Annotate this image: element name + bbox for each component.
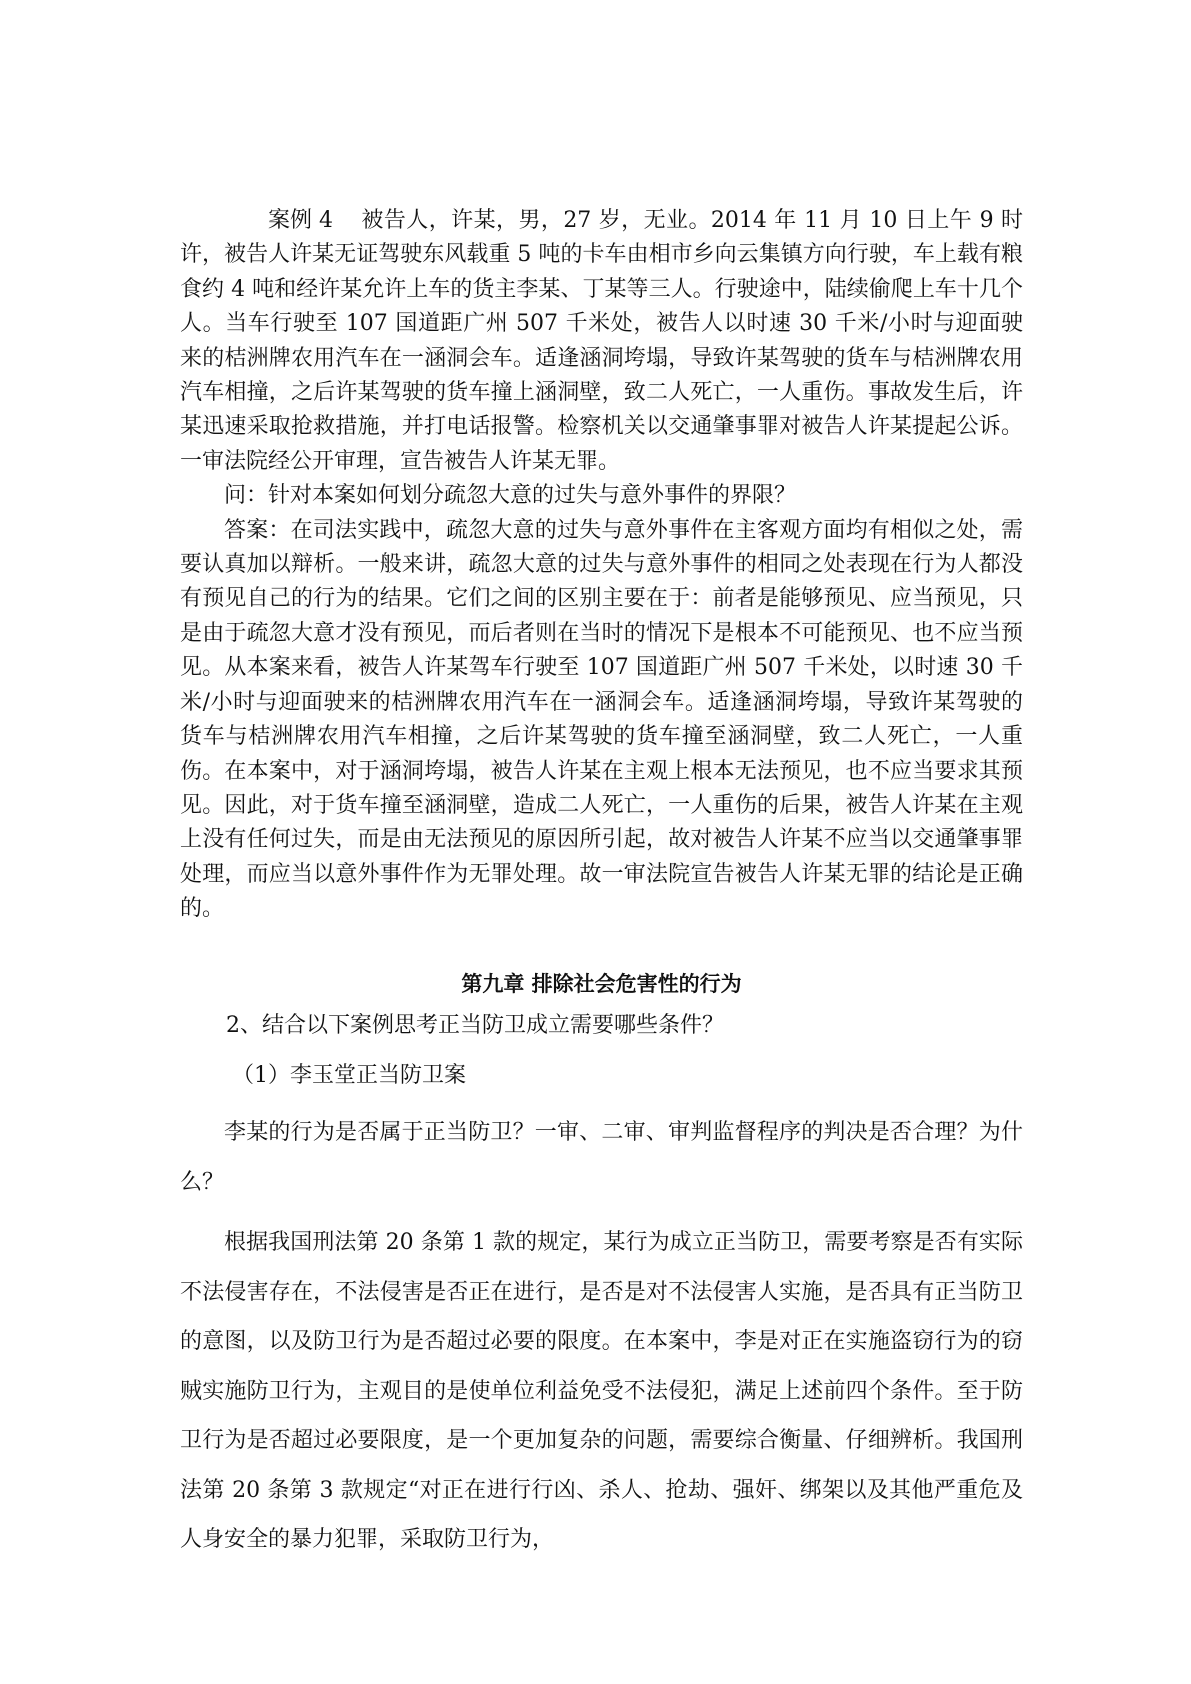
li-case-question: 李某的行为是否属于正当防卫？一审、二审、审判监督程序的判决是否合理？为什么？ — [180, 1120, 1023, 1195]
case4-section — [180, 204, 1023, 927]
case4-answer: 答案：在司法实践中，疏忽大意的过失与意外事件在主客观方面均有相似之处，需要认真加以辩析。一般来讲，疏忽大意的过失与意外事件的相同之处表现在行为人都没有预见自己的行为的结果。它们之间的区别主要在于：前者是能够预见、应当预见，只是由于疏忽大意才没有预见，而后者则在当时的情况下是根本不可能预见、也不应当预见。从本案来看，被告人许某驾车行驶至 107 国道距广州 507 千米处，以时速 30 千米/小时与迎面驶来的桔洲牌农用汽车在一涵洞会车。适逢涵洞垮塌，导致许某驾驶的货车与桔洲牌农用汽车相撞，之后许某驾驶的货车撞至涵洞壁，致二人死亡，一人重伤。在本案中，对于涵洞垮塌，被告人许某在主观上根本无法预见，也不应当要求其预见。因此，对于货车撞至涵洞壁，造成二人死亡，一人重伤的后果，被告人许某在主观上没有任何过失，而是由无法预见的原因所引起，故对被告人许某不应当以交通肇事罪处理，而应当以意外事件作为无罪处理。故一审法院宣告被告人许某无罪的结论是正确的。 — [180, 517, 1023, 922]
li-case-analysis: 根据我国刑法第 20 条第 1 款的规定，某行为成立正当防卫，需要考察是否有实际不法侵害存在，不法侵害是否正在进行，是否是对不法侵害人实施，是否具有正当防卫的意图，以及防卫行为是否超过必要的限度。在本案中，李是对正在实施盗窃行为的窃贼实施防卫行为，主观目的是使单位利益免受不法侵犯，满足上述前四个条件。至于防卫行为是否超过必要限度，是一个更加复杂的问题，需要综合衡量、仔细辨析。我国刑法第 20 条第 3 款规定“对正在进行行凶、杀人、抢劫、强奸、绑架以及其他严重危及人身安全的暴力犯罪，采取防卫行为， — [180, 1230, 1023, 1552]
case4-body: 被告人，许某，男，27 岁，无业。2014 年 11 月 10 日上午 9 时许，被告人许某无证驾驶东风载重 5 吨的卡车由相市乡向云集镇方向行驶，车上载有粮食约 4 吨和经许某允许上车的货主李某、丁某等三人。行驶途中，陆续偷爬上车十几个人。当车行驶至 107 国道距广州 507 千米处，被告人以时速 30 千米/小时与迎面驶来的桔洲牌农用汽车在一涵洞会车。适逢涵洞垮塌，导致许某驾驶的货车与桔洲牌农用汽车相撞，之后许某驾驶的货车撞上涵洞壁，致二人死亡，一人重伤。事故发生后，许某迅速采取抢救措施，并打电话报警。检察机关以交通肇事罪对被告人许某提起公诉。一审法院经公开审理，宣告被告人许某无罪。 — [180, 208, 1023, 474]
case-heading-li-yutang: （1）李玉堂正当防卫案 — [232, 1063, 466, 1088]
question-2: 2、结合以下案例思考正当防卫成立需要哪些条件？ — [226, 1013, 724, 1038]
li-case-question-section — [180, 1108, 1023, 1208]
chapter-title: 第九章 排除社会危害性的行为 — [461, 972, 742, 996]
case4-label: 案例 4 — [268, 208, 333, 233]
li-case-analysis-section — [180, 1218, 1023, 1565]
case4-paragraph — [180, 204, 1023, 479]
case4-question: 问：针对本案如何划分疏忽大意的过失与意外事件的界限？ — [224, 483, 797, 509]
